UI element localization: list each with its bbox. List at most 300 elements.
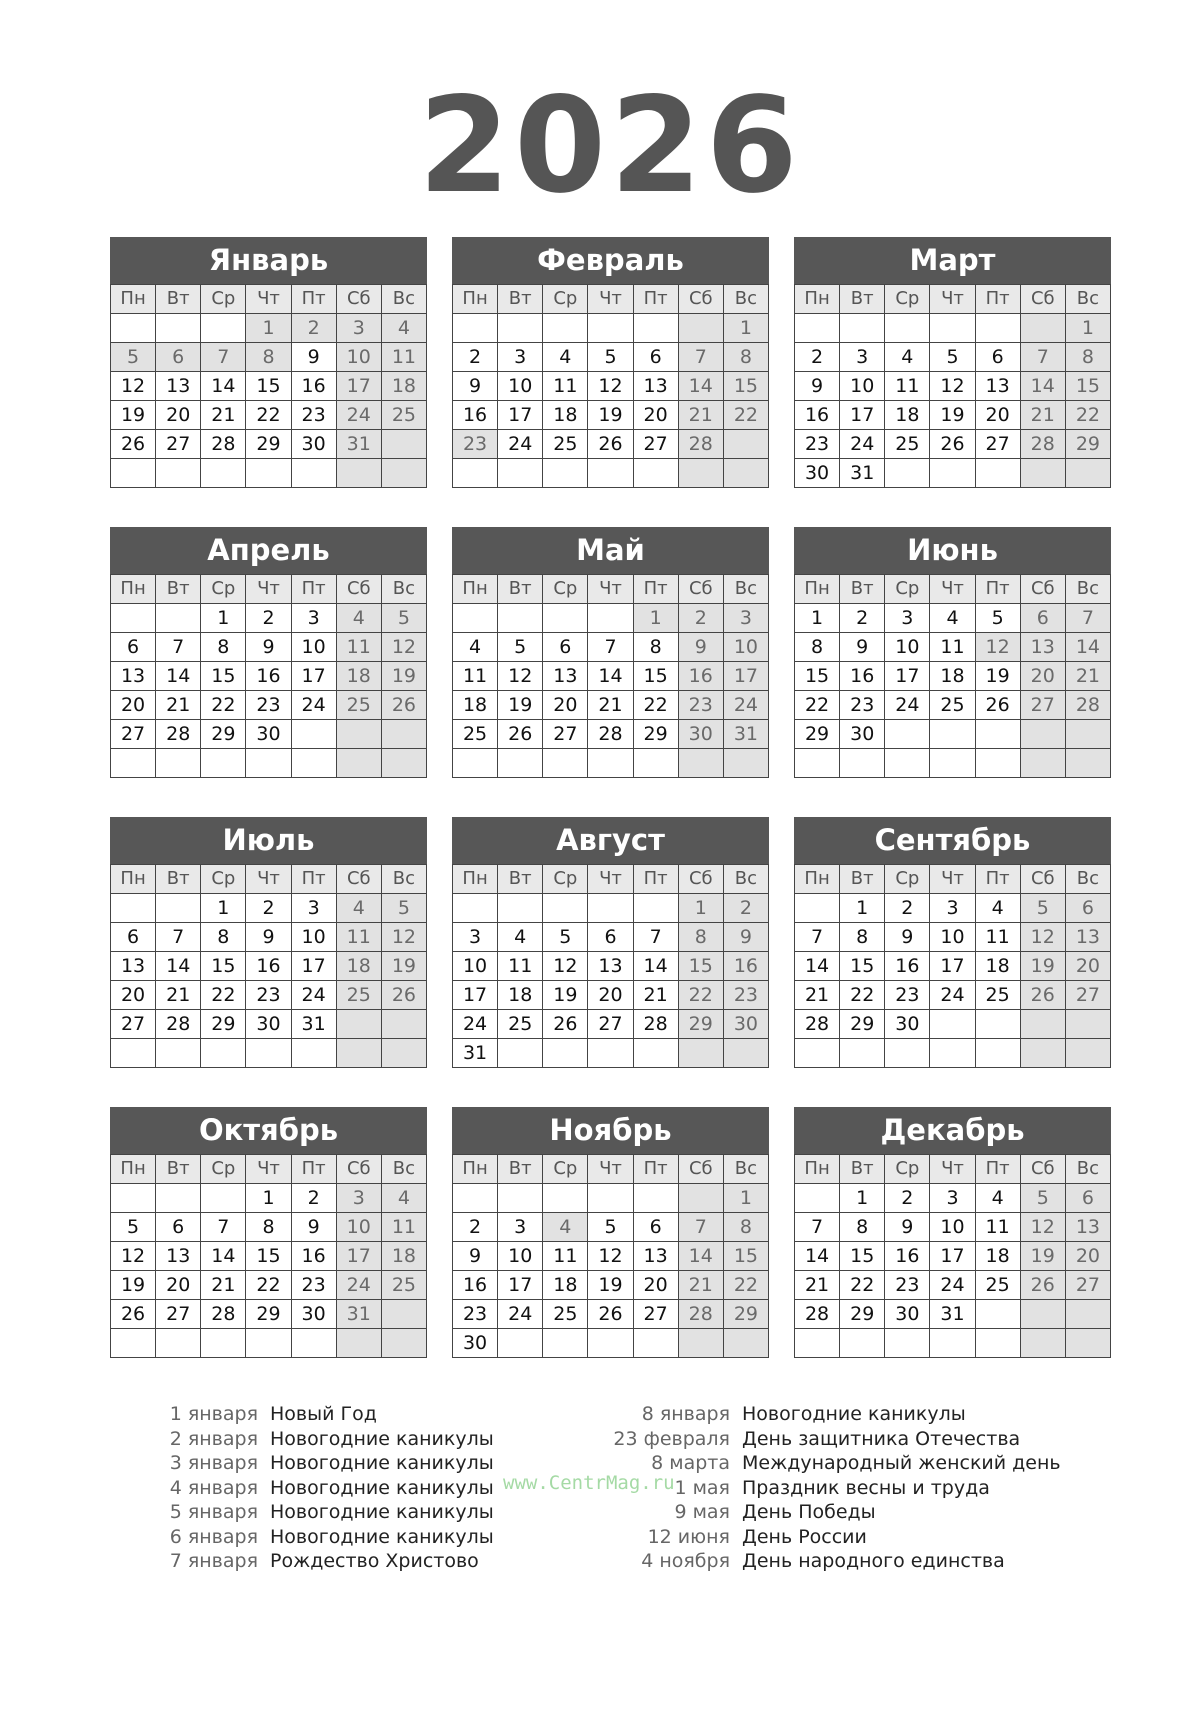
day-cell: 30 xyxy=(453,1329,498,1358)
empty-day-cell xyxy=(453,894,498,923)
holiday-date: 6 января xyxy=(169,1525,258,1548)
empty-day-cell xyxy=(111,894,156,923)
day-cell: 30 xyxy=(246,720,291,749)
week-row xyxy=(453,720,769,749)
empty-day-cell xyxy=(633,459,678,488)
empty-day-cell xyxy=(1065,1039,1110,1068)
day-cell: 5 xyxy=(1020,1184,1065,1213)
empty-day-cell xyxy=(885,459,930,488)
weekday-label: Ср xyxy=(201,575,246,604)
empty-day-cell xyxy=(111,459,156,488)
weekday-header-row xyxy=(453,1155,769,1184)
week-row xyxy=(795,430,1111,459)
day-cell: 5 xyxy=(111,1213,156,1242)
week-row xyxy=(111,981,427,1010)
day-cell: 1 xyxy=(1065,314,1110,343)
weekday-label: Пт xyxy=(291,865,336,894)
empty-day-cell xyxy=(543,459,588,488)
day-cell: 4 xyxy=(543,1213,588,1242)
holiday-name: День народного единства xyxy=(742,1550,1005,1572)
holiday-row xyxy=(150,1525,494,1550)
day-cell: 11 xyxy=(543,372,588,401)
weekday-label: Сб xyxy=(336,1155,381,1184)
weekday-label: Вс xyxy=(381,575,426,604)
empty-day-cell xyxy=(336,1010,381,1039)
week-row xyxy=(453,1242,769,1271)
day-cell: 15 xyxy=(246,1242,291,1271)
empty-day-cell xyxy=(201,749,246,778)
day-cell: 29 xyxy=(840,1300,885,1329)
holiday-row xyxy=(150,1500,494,1525)
day-cell: 15 xyxy=(723,1242,768,1271)
month-9 xyxy=(794,817,1111,1068)
week-row xyxy=(453,1300,769,1329)
weekday-label: Ср xyxy=(885,285,930,314)
holiday-date: 7 января xyxy=(169,1550,258,1572)
holiday-name: День Победы xyxy=(742,1501,876,1523)
week-row xyxy=(111,662,427,691)
day-cell: 10 xyxy=(930,923,975,952)
day-cell: 25 xyxy=(543,430,588,459)
day-cell: 21 xyxy=(795,1271,840,1300)
weekday-header-row xyxy=(111,285,427,314)
week-row xyxy=(795,1300,1111,1329)
holiday-row xyxy=(150,1549,494,1574)
day-cell: 10 xyxy=(498,372,543,401)
day-cell: 20 xyxy=(111,981,156,1010)
holiday-row xyxy=(150,1451,494,1476)
day-cell: 23 xyxy=(246,691,291,720)
weekday-label: Пн xyxy=(795,285,840,314)
holiday-name: Новогодние каникулы xyxy=(270,1452,494,1474)
day-cell: 18 xyxy=(543,1271,588,1300)
empty-day-cell xyxy=(975,1329,1020,1358)
weekday-label: Вс xyxy=(723,575,768,604)
day-cell: 31 xyxy=(336,430,381,459)
empty-day-cell xyxy=(246,749,291,778)
holiday-row xyxy=(545,1525,1061,1550)
holiday-row xyxy=(545,1500,1061,1525)
empty-day-cell xyxy=(678,1184,723,1213)
empty-day-cell xyxy=(1065,459,1110,488)
day-cell: 21 xyxy=(201,1271,246,1300)
day-cell: 4 xyxy=(975,894,1020,923)
month-10 xyxy=(110,1107,427,1358)
day-cell: 25 xyxy=(381,401,426,430)
day-cell: 9 xyxy=(453,1242,498,1271)
week-row xyxy=(111,1329,427,1358)
empty-day-cell xyxy=(201,1039,246,1068)
empty-day-cell xyxy=(336,749,381,778)
day-cell: 12 xyxy=(381,633,426,662)
holiday-date: 3 января xyxy=(169,1452,258,1474)
day-cell: 14 xyxy=(678,1242,723,1271)
empty-day-cell xyxy=(543,1184,588,1213)
week-row xyxy=(795,1329,1111,1358)
day-cell: 21 xyxy=(633,981,678,1010)
day-cell: 23 xyxy=(885,981,930,1010)
day-cell: 8 xyxy=(723,1213,768,1242)
day-cell: 1 xyxy=(795,604,840,633)
day-cell: 27 xyxy=(1065,981,1110,1010)
empty-day-cell xyxy=(885,1039,930,1068)
day-cell: 5 xyxy=(543,923,588,952)
day-cell: 5 xyxy=(498,633,543,662)
day-cell: 8 xyxy=(795,633,840,662)
day-cell: 30 xyxy=(291,430,336,459)
weekday-label: Пт xyxy=(633,285,678,314)
empty-day-cell xyxy=(381,430,426,459)
day-cell: 24 xyxy=(453,1010,498,1039)
day-cell: 28 xyxy=(795,1010,840,1039)
day-cell: 14 xyxy=(795,1242,840,1271)
day-cell: 6 xyxy=(156,343,201,372)
weekday-label: Чт xyxy=(246,865,291,894)
day-cell: 27 xyxy=(543,720,588,749)
day-cell: 20 xyxy=(1020,662,1065,691)
holiday-date: 8 января xyxy=(641,1403,730,1425)
empty-day-cell xyxy=(633,894,678,923)
month-table xyxy=(110,574,427,778)
day-cell: 26 xyxy=(975,691,1020,720)
day-cell: 7 xyxy=(201,343,246,372)
day-cell: 3 xyxy=(930,894,975,923)
day-cell: 5 xyxy=(588,1213,633,1242)
week-row xyxy=(111,372,427,401)
empty-day-cell xyxy=(723,1039,768,1068)
week-row xyxy=(795,894,1111,923)
month-8 xyxy=(452,817,769,1068)
day-cell: 6 xyxy=(588,923,633,952)
day-cell: 6 xyxy=(633,1213,678,1242)
day-cell: 1 xyxy=(723,314,768,343)
weekday-label: Пт xyxy=(291,575,336,604)
weekday-label: Пн xyxy=(453,575,498,604)
day-cell: 12 xyxy=(498,662,543,691)
day-cell: 29 xyxy=(840,1010,885,1039)
empty-day-cell xyxy=(885,720,930,749)
week-row xyxy=(453,401,769,430)
empty-day-cell xyxy=(453,459,498,488)
day-cell: 1 xyxy=(201,894,246,923)
day-cell: 7 xyxy=(588,633,633,662)
day-cell: 7 xyxy=(1065,604,1110,633)
day-cell: 22 xyxy=(723,401,768,430)
weekday-label: Вт xyxy=(498,1155,543,1184)
empty-day-cell xyxy=(975,314,1020,343)
empty-day-cell xyxy=(588,1329,633,1358)
empty-day-cell xyxy=(381,720,426,749)
day-cell: 7 xyxy=(678,343,723,372)
day-cell: 28 xyxy=(1065,691,1110,720)
day-cell: 18 xyxy=(930,662,975,691)
day-cell: 11 xyxy=(930,633,975,662)
day-cell: 2 xyxy=(723,894,768,923)
weekday-label: Ср xyxy=(201,865,246,894)
day-cell: 18 xyxy=(336,662,381,691)
empty-day-cell xyxy=(1065,720,1110,749)
day-cell: 5 xyxy=(381,604,426,633)
day-cell: 17 xyxy=(930,1242,975,1271)
weekday-label: Пн xyxy=(795,575,840,604)
holiday-name: День России xyxy=(742,1525,867,1548)
weekday-label: Чт xyxy=(246,575,291,604)
day-cell: 5 xyxy=(111,343,156,372)
empty-day-cell xyxy=(498,314,543,343)
day-cell: 30 xyxy=(246,1010,291,1039)
week-row xyxy=(453,1010,769,1039)
day-cell: 4 xyxy=(336,894,381,923)
day-cell: 30 xyxy=(885,1010,930,1039)
month-3 xyxy=(794,237,1111,488)
day-cell: 2 xyxy=(840,604,885,633)
week-row xyxy=(453,981,769,1010)
day-cell: 21 xyxy=(201,401,246,430)
weekday-label: Чт xyxy=(588,575,633,604)
empty-day-cell xyxy=(840,1039,885,1068)
weekday-label: Пт xyxy=(633,1155,678,1184)
day-cell: 13 xyxy=(111,662,156,691)
empty-day-cell xyxy=(291,749,336,778)
day-cell: 27 xyxy=(111,720,156,749)
empty-day-cell xyxy=(453,314,498,343)
holiday-date: 2 января xyxy=(169,1427,258,1450)
day-cell: 18 xyxy=(498,981,543,1010)
day-cell: 21 xyxy=(678,1271,723,1300)
day-cell: 29 xyxy=(246,430,291,459)
day-cell: 28 xyxy=(156,1010,201,1039)
empty-day-cell xyxy=(723,430,768,459)
day-cell: 3 xyxy=(840,343,885,372)
empty-day-cell xyxy=(633,314,678,343)
month-table xyxy=(794,864,1111,1068)
day-cell: 20 xyxy=(633,1271,678,1300)
empty-day-cell xyxy=(453,1184,498,1213)
day-cell: 13 xyxy=(975,372,1020,401)
day-cell: 26 xyxy=(930,430,975,459)
weekday-label: Вс xyxy=(381,1155,426,1184)
day-cell: 26 xyxy=(1020,1271,1065,1300)
empty-day-cell xyxy=(930,720,975,749)
weekday-label: Сб xyxy=(336,865,381,894)
day-cell: 9 xyxy=(246,633,291,662)
day-cell: 1 xyxy=(678,894,723,923)
day-cell: 4 xyxy=(885,343,930,372)
day-cell: 31 xyxy=(840,459,885,488)
week-row xyxy=(111,604,427,633)
day-cell: 31 xyxy=(723,720,768,749)
weekday-label: Чт xyxy=(588,285,633,314)
day-cell: 9 xyxy=(840,633,885,662)
weekday-label: Вт xyxy=(498,285,543,314)
holiday-date: 23 февраля xyxy=(613,1427,730,1450)
day-cell: 15 xyxy=(678,952,723,981)
day-cell: 7 xyxy=(795,1213,840,1242)
empty-day-cell xyxy=(498,1184,543,1213)
empty-day-cell xyxy=(156,314,201,343)
month-title: Май xyxy=(452,527,769,574)
day-cell: 27 xyxy=(156,430,201,459)
day-cell: 3 xyxy=(723,604,768,633)
weekday-label: Ср xyxy=(201,1155,246,1184)
empty-day-cell xyxy=(543,1329,588,1358)
empty-day-cell xyxy=(678,314,723,343)
day-cell: 14 xyxy=(588,662,633,691)
empty-day-cell xyxy=(795,749,840,778)
day-cell: 4 xyxy=(543,343,588,372)
month-table xyxy=(794,574,1111,778)
day-cell: 19 xyxy=(930,401,975,430)
week-row xyxy=(795,952,1111,981)
day-cell: 19 xyxy=(381,952,426,981)
weekday-label: Вс xyxy=(723,1155,768,1184)
day-cell: 23 xyxy=(678,691,723,720)
weekday-label: Пт xyxy=(975,865,1020,894)
month-5 xyxy=(452,527,769,778)
month-title: Ноябрь xyxy=(452,1107,769,1154)
day-cell: 10 xyxy=(453,952,498,981)
day-cell: 10 xyxy=(336,1213,381,1242)
week-row xyxy=(795,1039,1111,1068)
empty-day-cell xyxy=(633,1184,678,1213)
month-title: Декабрь xyxy=(794,1107,1111,1154)
week-row xyxy=(111,1010,427,1039)
day-cell: 12 xyxy=(1020,1213,1065,1242)
day-cell: 15 xyxy=(201,952,246,981)
weekday-header-row xyxy=(453,285,769,314)
day-cell: 13 xyxy=(156,1242,201,1271)
empty-day-cell xyxy=(1020,720,1065,749)
week-row xyxy=(453,314,769,343)
day-cell: 16 xyxy=(723,952,768,981)
empty-day-cell xyxy=(498,749,543,778)
week-row xyxy=(453,633,769,662)
empty-day-cell xyxy=(543,1039,588,1068)
week-row xyxy=(111,633,427,662)
day-cell: 26 xyxy=(381,981,426,1010)
month-title: Июль xyxy=(110,817,427,864)
holiday-name: Новогодние каникулы xyxy=(270,1525,494,1548)
day-cell: 14 xyxy=(156,952,201,981)
watermark: www.CentrMag.ru xyxy=(503,1472,675,1494)
day-cell: 21 xyxy=(1065,662,1110,691)
day-cell: 25 xyxy=(498,1010,543,1039)
day-cell: 16 xyxy=(246,662,291,691)
empty-day-cell xyxy=(588,1039,633,1068)
day-cell: 9 xyxy=(291,343,336,372)
day-cell: 5 xyxy=(381,894,426,923)
empty-day-cell xyxy=(633,749,678,778)
day-cell: 15 xyxy=(795,662,840,691)
empty-day-cell xyxy=(336,1039,381,1068)
empty-day-cell xyxy=(975,1039,1020,1068)
weekday-label: Пн xyxy=(111,865,156,894)
empty-day-cell xyxy=(840,749,885,778)
week-row xyxy=(453,952,769,981)
empty-day-cell xyxy=(795,1184,840,1213)
day-cell: 19 xyxy=(498,691,543,720)
empty-day-cell xyxy=(201,314,246,343)
day-cell: 12 xyxy=(111,1242,156,1271)
weekday-label: Сб xyxy=(1020,865,1065,894)
day-cell: 30 xyxy=(678,720,723,749)
day-cell: 19 xyxy=(1020,1242,1065,1271)
day-cell: 29 xyxy=(795,720,840,749)
empty-day-cell xyxy=(1065,749,1110,778)
empty-day-cell xyxy=(111,1039,156,1068)
day-cell: 2 xyxy=(885,1184,930,1213)
empty-day-cell xyxy=(975,459,1020,488)
day-cell: 25 xyxy=(336,981,381,1010)
empty-day-cell xyxy=(336,459,381,488)
weekday-label: Вс xyxy=(1065,865,1110,894)
day-cell: 18 xyxy=(975,952,1020,981)
weekday-label: Вт xyxy=(156,285,201,314)
weekday-label: Пн xyxy=(453,1155,498,1184)
empty-day-cell xyxy=(111,1329,156,1358)
day-cell: 13 xyxy=(111,952,156,981)
day-cell: 14 xyxy=(795,952,840,981)
weekday-label: Чт xyxy=(930,575,975,604)
day-cell: 2 xyxy=(885,894,930,923)
week-row xyxy=(795,343,1111,372)
day-cell: 7 xyxy=(156,923,201,952)
day-cell: 31 xyxy=(336,1300,381,1329)
holiday-row xyxy=(150,1402,494,1427)
empty-day-cell xyxy=(543,749,588,778)
week-row xyxy=(795,749,1111,778)
day-cell: 6 xyxy=(1020,604,1065,633)
month-1 xyxy=(110,237,427,488)
week-row xyxy=(795,662,1111,691)
weekday-header-row xyxy=(795,1155,1111,1184)
day-cell: 14 xyxy=(678,372,723,401)
day-cell: 9 xyxy=(453,372,498,401)
weekday-label: Вт xyxy=(156,1155,201,1184)
week-row xyxy=(795,1213,1111,1242)
day-cell: 7 xyxy=(795,923,840,952)
empty-day-cell xyxy=(498,459,543,488)
week-row xyxy=(111,923,427,952)
day-cell: 23 xyxy=(246,981,291,1010)
weekday-label: Ср xyxy=(543,1155,588,1184)
day-cell: 29 xyxy=(201,1010,246,1039)
weekday-header-row xyxy=(111,865,427,894)
week-row xyxy=(453,1213,769,1242)
day-cell: 9 xyxy=(291,1213,336,1242)
empty-day-cell xyxy=(795,314,840,343)
day-cell: 8 xyxy=(840,1213,885,1242)
empty-day-cell xyxy=(1065,1010,1110,1039)
day-cell: 3 xyxy=(336,314,381,343)
day-cell: 20 xyxy=(156,1271,201,1300)
weekday-header-row xyxy=(795,285,1111,314)
day-cell: 8 xyxy=(201,633,246,662)
empty-day-cell xyxy=(678,1329,723,1358)
week-row xyxy=(795,372,1111,401)
day-cell: 3 xyxy=(291,604,336,633)
empty-day-cell xyxy=(975,720,1020,749)
day-cell: 3 xyxy=(291,894,336,923)
day-cell: 8 xyxy=(246,1213,291,1242)
empty-day-cell xyxy=(543,894,588,923)
week-row xyxy=(111,343,427,372)
weekday-label: Чт xyxy=(246,285,291,314)
day-cell: 2 xyxy=(453,1213,498,1242)
day-cell: 18 xyxy=(885,401,930,430)
empty-day-cell xyxy=(156,894,201,923)
day-cell: 11 xyxy=(336,923,381,952)
